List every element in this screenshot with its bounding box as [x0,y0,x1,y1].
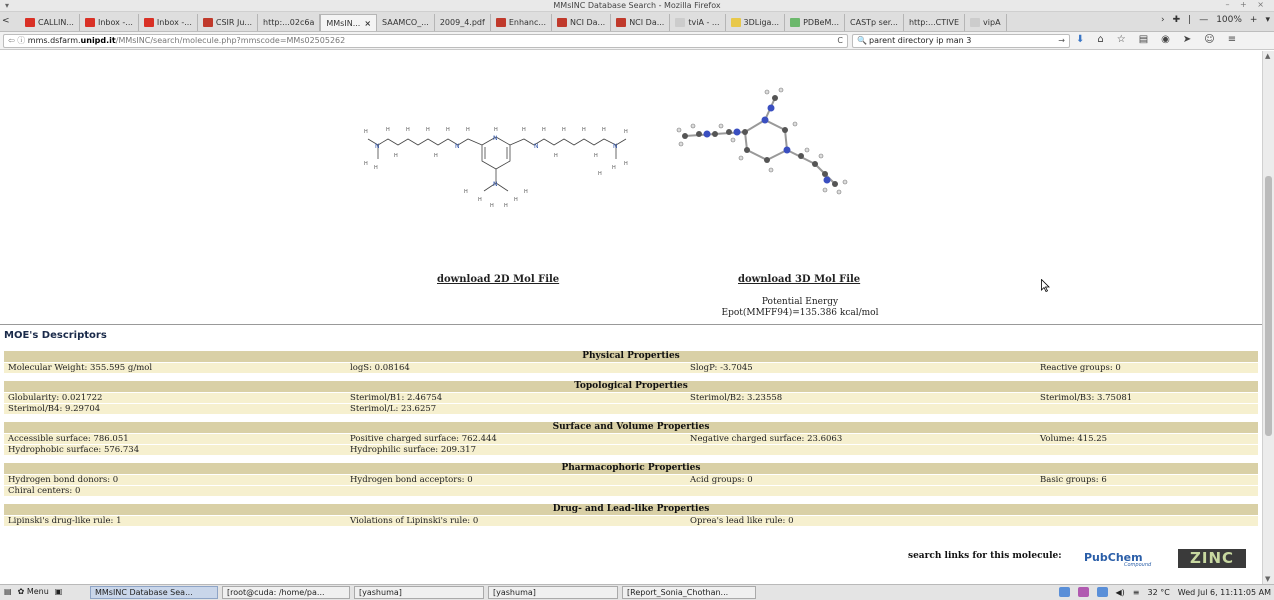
tab-tool-5[interactable]: + [1249,15,1258,25]
svg-text:H: H [386,127,390,133]
svg-text:H: H [394,153,398,159]
pdf-icon [203,18,213,27]
svg-text:H: H [524,189,528,195]
potential-energy [690,297,910,319]
menu-button[interactable]: ✿ Menu [17,587,49,596]
svg-text:H: H [466,127,470,133]
potential-energy-label: Potential Energy [761,297,839,307]
svg-text:H: H [406,127,410,133]
tab-15[interactable] [904,14,965,31]
descriptor-block [4,463,1258,496]
descriptor-cell: SlogP: -3.7045 [690,363,753,373]
svg-text:H: H [490,203,494,209]
app-tray-icon[interactable] [1078,587,1089,597]
temperature: 32 °C [1147,587,1170,597]
window-menu-icon[interactable]: ▾ [5,1,10,10]
show-desktop-icon[interactable]: ▤ [4,587,12,596]
tab-3[interactable] [198,14,258,31]
emoji-icon[interactable]: ☺ [1204,34,1215,45]
descriptor-cell: Sterimol/B1: 2.46754 [350,393,443,403]
tab-16[interactable] [965,14,1007,31]
svg-text:N: N [493,181,498,188]
descriptor-cell: Hydrophilic surface: 209.317 [350,445,476,455]
descriptor-block-heading: Topological Properties [4,381,1258,392]
descriptor-cell: Reactive groups: 0 [1040,363,1121,373]
tab-label: Inbox -... [156,18,192,27]
tab-scroll-left-button[interactable]: < [2,16,10,26]
descriptor-block [4,422,1258,455]
descriptor-cell: Sterimol/B2: 3.23558 [690,393,783,403]
taskbar-window-button[interactable]: [yashuma] [354,586,484,599]
download-icon[interactable]: ⬇ [1076,34,1085,45]
svg-text:H: H [374,165,378,171]
page-scrollbar[interactable] [1262,51,1274,584]
descriptor-cell [1036,445,1258,455]
svg-text:H: H [514,197,518,203]
gmail-icon [144,18,154,27]
descriptor-block-heading: Surface and Volume Properties [4,422,1258,433]
svg-text:H: H [624,129,628,135]
svg-text:H: H [522,127,526,133]
descriptor-cell: Accessible surface: 786.051 [8,434,129,444]
tab-strip [20,14,1007,31]
table-row [4,515,1258,526]
tab-13[interactable] [785,14,845,31]
svg-text:H: H [434,153,438,159]
svg-text:H: H [494,127,498,133]
descriptor-cell: Sterimol/L: 23.6257 [350,404,437,414]
search-input[interactable] [852,34,1070,48]
download-3d-mol-link[interactable]: download 3D Mol File [738,274,861,285]
tab-label: MMsIN... [326,18,361,28]
tab-tool-2[interactable]: | [1188,15,1192,25]
tab-5[interactable] [320,14,377,31]
svg-text:H: H [582,127,586,133]
svg-text:H: H [464,189,468,195]
taskbar-window-button[interactable]: [root@cuda: /home/pa... [222,586,350,599]
descriptor-cell: Acid groups: 0 [690,475,753,485]
pubchem-logo-subtitle: Compound [1124,562,1152,568]
svg-text:N: N [613,143,618,150]
search-input-value: parent directory ip man 3 [869,36,972,45]
pdbe-icon [790,18,800,27]
terminal-launcher-icon[interactable]: ▣ [54,587,63,596]
tab-11[interactable] [670,14,725,31]
tab-tools [1161,15,1270,25]
tab-tool-0[interactable]: › [1160,15,1165,25]
window-titlebar [0,0,1274,12]
descriptor-cell: logS: 0.08164 [350,363,410,373]
descriptor-cell [1036,486,1258,496]
download-2d-mol-link[interactable]: download 2D Mol File [437,274,560,285]
descriptor-cell: Hydrophobic surface: 576.734 [8,445,140,455]
descriptor-block-heading: Pharmacophoric Properties [4,463,1258,474]
tab-label: CSIR Ju... [215,18,253,27]
descriptor-cell [1036,516,1258,526]
tab-label: SAAMCO_... [382,18,429,27]
table-row [4,474,1258,485]
svg-text:H: H [602,127,606,133]
svg-text:H: H [364,129,368,135]
svg-text:H: H [598,171,602,177]
table-row [4,433,1258,444]
cs-icon [557,18,567,27]
reload-icon[interactable]: C [837,36,843,45]
start-area [4,587,62,596]
descriptor-cell: Hydrogen bond donors: 0 [8,475,119,485]
cs-icon [616,18,626,27]
tab-tool-3[interactable]: — [1199,15,1209,25]
table-row [4,403,1258,414]
descriptor-cell [346,486,686,496]
tab-tool-6[interactable]: ▾ [1265,15,1270,25]
svg-text:H: H [612,165,616,171]
tab-label: PDBeM... [803,18,840,27]
descriptor-block [4,351,1258,373]
tab-label: NCI Da... [629,18,665,27]
url-bar[interactable] [3,34,848,48]
descriptor-cell: Globularity: 0.021722 [8,393,103,403]
svg-text:N: N [455,143,460,150]
descriptor-cell [686,445,1036,455]
window-controls[interactable]: – + × [1225,0,1268,9]
reading-list-icon[interactable]: ▤ [1138,34,1149,45]
svg-text:H: H [478,197,482,203]
table-row [4,444,1258,455]
page-content [0,51,1262,584]
descriptor-cell: Oprea's lead like rule: 0 [690,516,794,526]
zinc-link[interactable]: ZINC [1178,549,1246,568]
svg-text:H: H [426,127,430,133]
menu-label: Menu [26,587,49,596]
pubchem-logo-text: PubChem [1084,551,1143,564]
svg-text:H: H [542,127,546,133]
tab-10[interactable] [611,14,670,31]
molecule-2d-structure [358,117,638,217]
svg-text:H: H [562,127,566,133]
descriptor-cell [686,486,1036,496]
gmail-icon [85,18,95,27]
svg-text:N: N [534,143,539,150]
table-row [4,485,1258,496]
taskbar-window-button[interactable]: [Report_Sonia_Chothan... [622,586,756,599]
svg-text:H: H [594,153,598,159]
tab-bar [0,12,1274,32]
close-tab-icon[interactable]: × [364,18,372,28]
toolbar-icons [1076,34,1236,45]
back-icon[interactable]: ⇦ [8,36,15,45]
svg-text:N: N [493,135,498,142]
tab-label: http:...CTIVE [908,18,960,27]
svg-text:H: H [554,153,558,159]
update-icon[interactable] [1097,587,1108,597]
descriptor-cell [686,404,1036,414]
loading-icon [970,18,980,27]
url-path: /MMsINC/search/molecule.php?mmscode=MMs02505262 [115,36,346,45]
tab-label: 2009_4.pdf [439,18,485,27]
tab-label: tviA - ... [688,18,720,27]
tab-12[interactable] [726,14,786,31]
search-icon: 🔍 [857,36,867,45]
moe-descriptors-title: MOE's Descriptors [4,330,107,341]
tab-label: Enhanc... [508,18,547,27]
tab-1[interactable] [80,14,139,31]
pubchem-link[interactable] [1084,551,1152,568]
tab-9[interactable] [552,14,611,31]
svg-text:H: H [446,127,450,133]
tab-7[interactable] [435,14,491,31]
url-prefix: mms.dsfarm. [27,36,81,45]
descriptor-tables [4,351,1258,534]
send-icon[interactable]: ➤ [1182,34,1192,45]
loading-icon [675,18,685,27]
svg-text:H: H [504,203,508,209]
search-go-icon[interactable]: → [1058,36,1065,45]
scroll-up-icon[interactable]: ▲ [1265,52,1271,60]
table-row [4,392,1258,403]
scroll-down-icon[interactable]: ▼ [1265,575,1271,583]
descriptor-cell: Negative charged surface: 23.6063 [690,434,843,444]
home-icon[interactable]: ⌂ [1097,34,1104,45]
tab-tool-4[interactable]: 100% [1216,15,1242,25]
descriptor-block [4,381,1258,414]
tab-14[interactable] [845,14,904,31]
descriptor-cell: Positive charged surface: 762.444 [350,434,497,444]
descriptor-cell: Basic groups: 6 [1040,475,1107,485]
descriptor-cell [1036,404,1258,414]
taskbar-window-button[interactable]: MMsINC Database Sea... [90,586,218,599]
tab-label: vipA [983,18,1001,27]
descriptor-cell: Violations of Lipinski's rule: 0 [350,516,479,526]
gmail-icon [25,18,35,27]
descriptor-cell: Volume: 415.25 [1040,434,1108,444]
descriptor-cell: Lipinski's drug-like rule: 1 [8,516,122,526]
mouse-pointer-icon [1041,279,1050,292]
tab-2[interactable] [139,14,198,31]
url-domain: unipd.it [80,36,116,45]
tab-label: http:...02c6a [263,18,315,27]
section-divider [0,324,1262,325]
descriptor-cell: Chiral centers: 0 [8,486,81,496]
tab-0[interactable] [20,14,80,31]
cs-icon [496,18,506,27]
descriptor-block-heading: Drug- and Lead-like Properties [4,504,1258,515]
network-icon[interactable] [1059,587,1070,597]
tab-4[interactable] [258,14,320,31]
descriptor-cell: Sterimol/B4: 9.29704 [8,404,101,414]
site-info-icon[interactable]: ⓘ [17,36,26,45]
molecule-3d-structure [675,84,855,196]
navigation-bar [0,32,1274,50]
tab-6[interactable] [377,14,435,31]
svg-text:H: H [624,161,628,167]
hamburger-menu-icon[interactable]: ≡ [1227,34,1237,45]
tab-tool-1[interactable]: ✚ [1172,15,1181,25]
volume-icon[interactable]: ◀) [1115,587,1125,597]
bookmark-star-icon[interactable]: ☆ [1116,34,1126,45]
svg-text:H: H [364,161,368,167]
system-tray [1059,587,1272,597]
search-links-label: search links for this molecule: [908,551,1062,561]
os-taskbar [0,584,1274,600]
weather-icon: ≡ [1132,587,1140,597]
window-title: MMsINC Database Search - Mozilla Firefox [553,1,721,10]
clock[interactable]: Wed Jul 6, 11:11:05 AM [1177,587,1271,597]
table-row [4,362,1258,373]
scrollbar-thumb[interactable] [1265,176,1272,436]
svg-text:N: N [375,143,380,150]
tab-label: Inbox -... [97,18,133,27]
tab-8[interactable] [491,14,552,31]
descriptor-block-heading: Physical Properties [4,351,1258,362]
potential-energy-value: Epot(MMFF94)=135.386 kcal/mol [721,308,879,318]
tab-label: 3DLiga... [743,18,780,27]
descriptor-cell: Molecular Weight: 355.595 g/mol [8,363,153,373]
taskbar-window-button[interactable]: [yashuma] [488,586,618,599]
descriptor-block [4,504,1258,526]
tab-label: NCI Da... [570,18,606,27]
descriptor-cell: Hydrogen bond acceptors: 0 [350,475,473,485]
tab-label: CASTp ser... [850,18,898,27]
tab-label: CALLIN... [38,18,74,27]
descriptor-cell: Sterimol/B3: 3.75081 [1040,393,1133,403]
pocket-icon[interactable]: ◉ [1161,34,1170,45]
ligand-icon [731,18,741,27]
